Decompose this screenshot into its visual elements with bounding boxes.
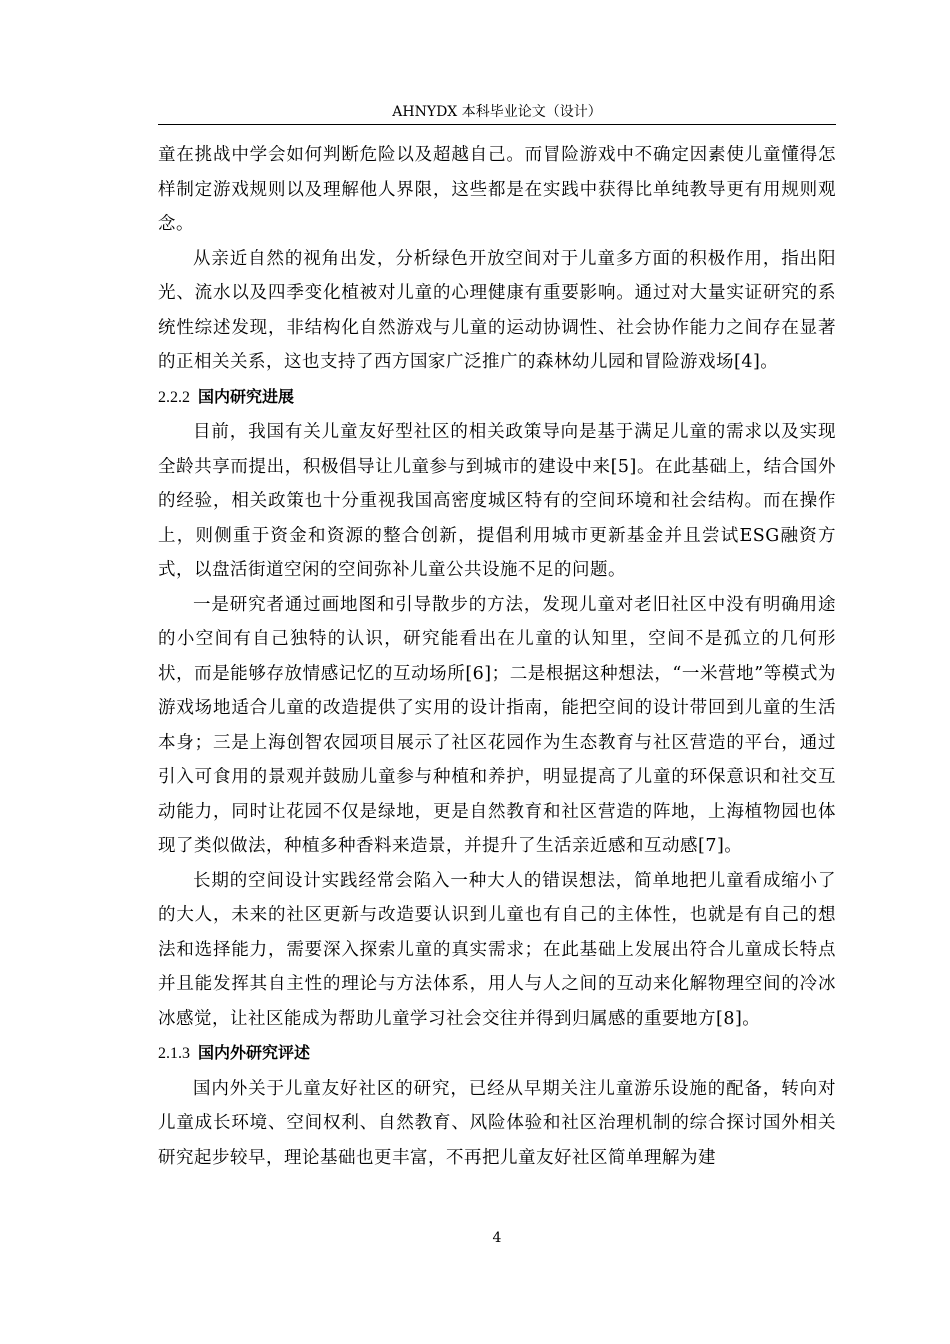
paragraph: 目前，我国有关儿童友好型社区的相关政策导向是基于满足儿童的需求以及实现全龄共享而提出，积极倡导让儿童参与到城市的建设中来[5]。在此基础上，结合国外的经验，相关政策也十分重视我国高密度城区特有的空间环境和社会结构。而在操作上，则侧重于资金和资源的整合创新，提倡利用城市更新基金并且尝试ESG融资方式，以盘活街道空闲的空间弥补儿童公共设施不足的问题。	[158, 422, 836, 580]
paragraph: 一是研究者通过画地图和引导散步的方法，发现儿童对老旧社区中没有明确用途的小空间有自己独特的认识，研究能看出在儿童的认知里，空间不是孤立的几何形状，而是能够存放情感记忆的互动场所[6]；二是根据这种想法，“一米营地”等模式为游戏场地适合儿童的改造提供了实用的设计指南，能把空间的设计带回到儿童的生活本身；三是上海创智农园项目展示了社区花园作为生态教育与社区营造的平台，通过引入可食用的景观并鼓励儿童参与种植和养护，明显提高了儿童的环保意识和社交互动能力，同时让花园不仅是绿地，更是自然教育和社区营造的阵地，上海植物园也体现了类似做法，种植多种香料来造景，并提升了生活亲近感和互动感[7]。	[158, 594, 836, 856]
header-rule	[158, 124, 836, 125]
section-number: 2.2.2	[158, 388, 190, 406]
paragraph: 从亲近自然的视角出发，分析绿色开放空间对于儿童多方面的积极作用，指出阳光、流水以及四季变化植被对儿童的心理健康有重要影响。通过对大量实证研究的系统性综述发现，非结构化自然游戏与儿童的运动协调性、社会协作能力之间存在显著的正相关关系，这也支持了西方国家广泛推广的森林幼儿园和冒险游戏场[4]。	[158, 248, 836, 372]
paragraph-continued: 童在挑战中学会如何判断危险以及超越自己。而冒险游戏中不确定因素使儿童懂得怎样制定游戏规则以及理解他人界限，这些都是在实践中获得比单纯教导更有用规则观念。	[158, 145, 836, 234]
section-number: 2.1.3	[158, 1045, 190, 1062]
paragraph: 长期的空间设计实践经常会陷入一种大人的错误想法，简单地把儿童看成缩小了的大人，未来的社区更新与改造要认识到儿童也有自己的主体性，也就是有自己的想法和选择能力，需要深入探索儿童的真实需求；在此基础上发展出符合儿童成长特点并且能发挥其自主性的理论与方法体系，用人与人之间的互动来化解物理空间的冷冰冰感觉，让社区能成为帮助儿童学习社会交往并得到归属感的重要地方[8]。	[158, 870, 836, 1029]
section-title: 国内外研究评述	[198, 1043, 311, 1062]
section-heading	[158, 380, 836, 416]
page-number: 4	[492, 1230, 502, 1246]
running-header: AHNYDX 本科毕业论文（设计）	[392, 104, 602, 120]
section-heading	[158, 1036, 836, 1072]
paragraph: 国内外关于儿童友好社区的研究，已经从早期关注儿童游乐设施的配备，转向对儿童成长环境、空间权利、自然教育、风险体验和社区治理机制的综合探讨国外相关研究起步较早，理论基础也更丰富，不再把儿童友好社区简单理解为建	[158, 1078, 836, 1168]
section-title: 国内研究进展	[198, 386, 295, 406]
body-text	[158, 138, 836, 1175]
